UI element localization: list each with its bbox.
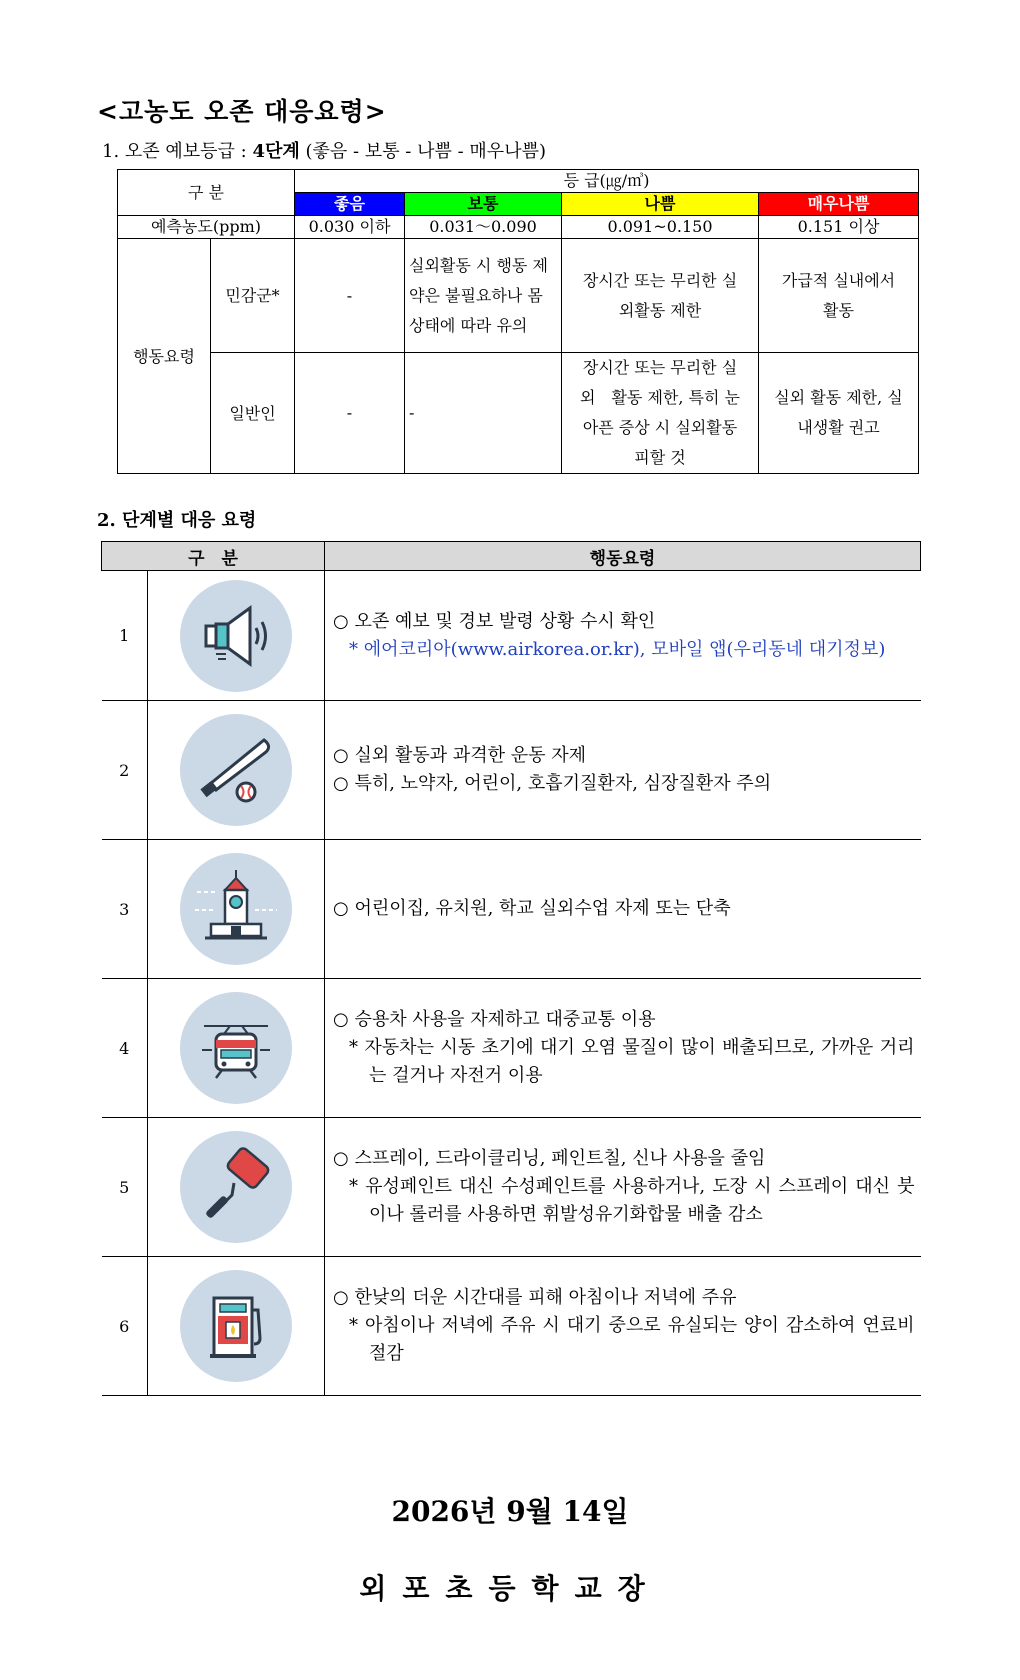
general-row [118,353,919,474]
ozone-grade-table [117,169,919,474]
signer: 외포초등학교장 [359,1572,661,1605]
step-row [102,840,921,979]
step-bullet: ○ 스프레이, 드라이클리닝, 페인트칠, 신나 사용을 줄임 [333,1148,766,1169]
concentration-cell: 0.091~0.150 [562,216,759,239]
sensitive-row [118,239,919,353]
step-bullet: ○ 한낮의 더운 시간대를 피해 아침이나 저녁에 주유 [333,1287,737,1308]
step-note: * 아침이나 저녁에 주유 시 대기 중으로 유실되는 양이 감소하여 연료비 절감 [349,1315,915,1364]
section-1-suffix: (좋음 - 보통 - 나쁨 - 매우나쁨) [299,141,546,162]
concentration-cell: 0.151 이상 [759,216,919,239]
school-building-icon [180,853,292,965]
step-bullet: ○ 실외 활동과 과격한 운동 자제 [333,745,586,766]
sensitive-cell: 가급적 실내에서 활동 [759,239,919,353]
level-cell: 보통 [405,193,562,216]
step-row [102,701,921,840]
step-bullet: ○ 오존 예보 및 경보 발령 상황 수시 확인 [333,610,656,632]
general-cell: 실외 활동 제한, 실내생활 권고 [759,353,919,474]
level-cell: 좋음 [295,193,405,216]
section-2-heading: 2. 단계별 대응 요령 [97,510,257,531]
general-cell: 장시간 또는 무리한 실외 활동 제한, 특히 눈 아픈 증상 시 실외활동 피할 것 [562,353,759,474]
general-cell: - [295,353,405,474]
step-row [102,571,921,701]
grade-header: 등 급(㎍/㎥) [295,170,919,193]
step-note: * 에어코리아(www.airkorea.or.kr), 모바일 앱(우리동네 대기정보) [349,638,886,660]
general-label: 일반인 [211,353,295,474]
step-row [102,979,921,1118]
step-note: * 유성페인트 대신 수성페인트를 사용하거나, 도장 시 스프레이 대신 붓이나 롤러를 사용하면 휘발성유기화합물 배출 감소 [349,1176,915,1225]
paint-roller-icon [180,1131,292,1243]
step-row [102,1118,921,1257]
step-number: 5 [102,1118,148,1257]
step-action-header: 행동요령 [325,542,921,571]
baseball-bat-icon [180,714,292,826]
sensitive-cell: 실외활동 시 행동 제약은 불필요하나 몸상태에 따라 유의 [405,239,562,353]
concentration-label: 예측농도(ppm) [118,216,295,239]
level-cell: 나쁨 [562,193,759,216]
step-note: * 자동차는 시동 초기에 대기 오염 물질이 많이 배출되므로, 가까운 거리는 걸거나 자전거 이용 [349,1037,915,1086]
section-1-prefix: 1. 오존 예보등급 : [102,141,253,162]
action-label: 행동요령 [118,239,211,474]
sensitive-label: 민감군* [211,239,295,353]
section-1-heading [102,137,546,163]
section-1-bold: 4단계 [252,141,300,162]
step-number: 2 [102,701,148,840]
step-number: 6 [102,1257,148,1396]
general-cell: - [405,353,562,474]
step-bullet: ○ 어린이집, 유치원, 학교 실외수업 자제 또는 단축 [333,898,731,919]
step-bullet: ○ 특히, 노약자, 어린이, 호흡기질환자, 심장질환자 주의 [333,773,772,794]
sensitive-cell: 장시간 또는 무리한 실외활동 제한 [562,239,759,353]
train-icon [180,992,292,1104]
sensitive-cell: - [295,239,405,353]
concentration-row [118,216,919,239]
step-bullet: ○ 승용차 사용을 자제하고 대중교통 이용 [333,1009,656,1030]
concentration-cell: 0.030 이하 [295,216,405,239]
step-number: 1 [102,571,148,701]
fuel-pump-icon [180,1270,292,1382]
megaphone-icon [180,580,292,692]
step-number: 3 [102,840,148,979]
category-header: 구 분 [118,170,295,216]
step-row [102,1257,921,1396]
step-number: 4 [102,979,148,1118]
concentration-cell: 0.031～0.090 [405,216,562,239]
issue-date: 2026년 9월 14일 [391,1495,629,1528]
step-response-table [101,541,921,1396]
level-cell: 매우나쁨 [759,193,919,216]
step-category-header: 구 분 [102,542,325,571]
page-title: <고농도 오존 대응요령> [97,97,387,126]
